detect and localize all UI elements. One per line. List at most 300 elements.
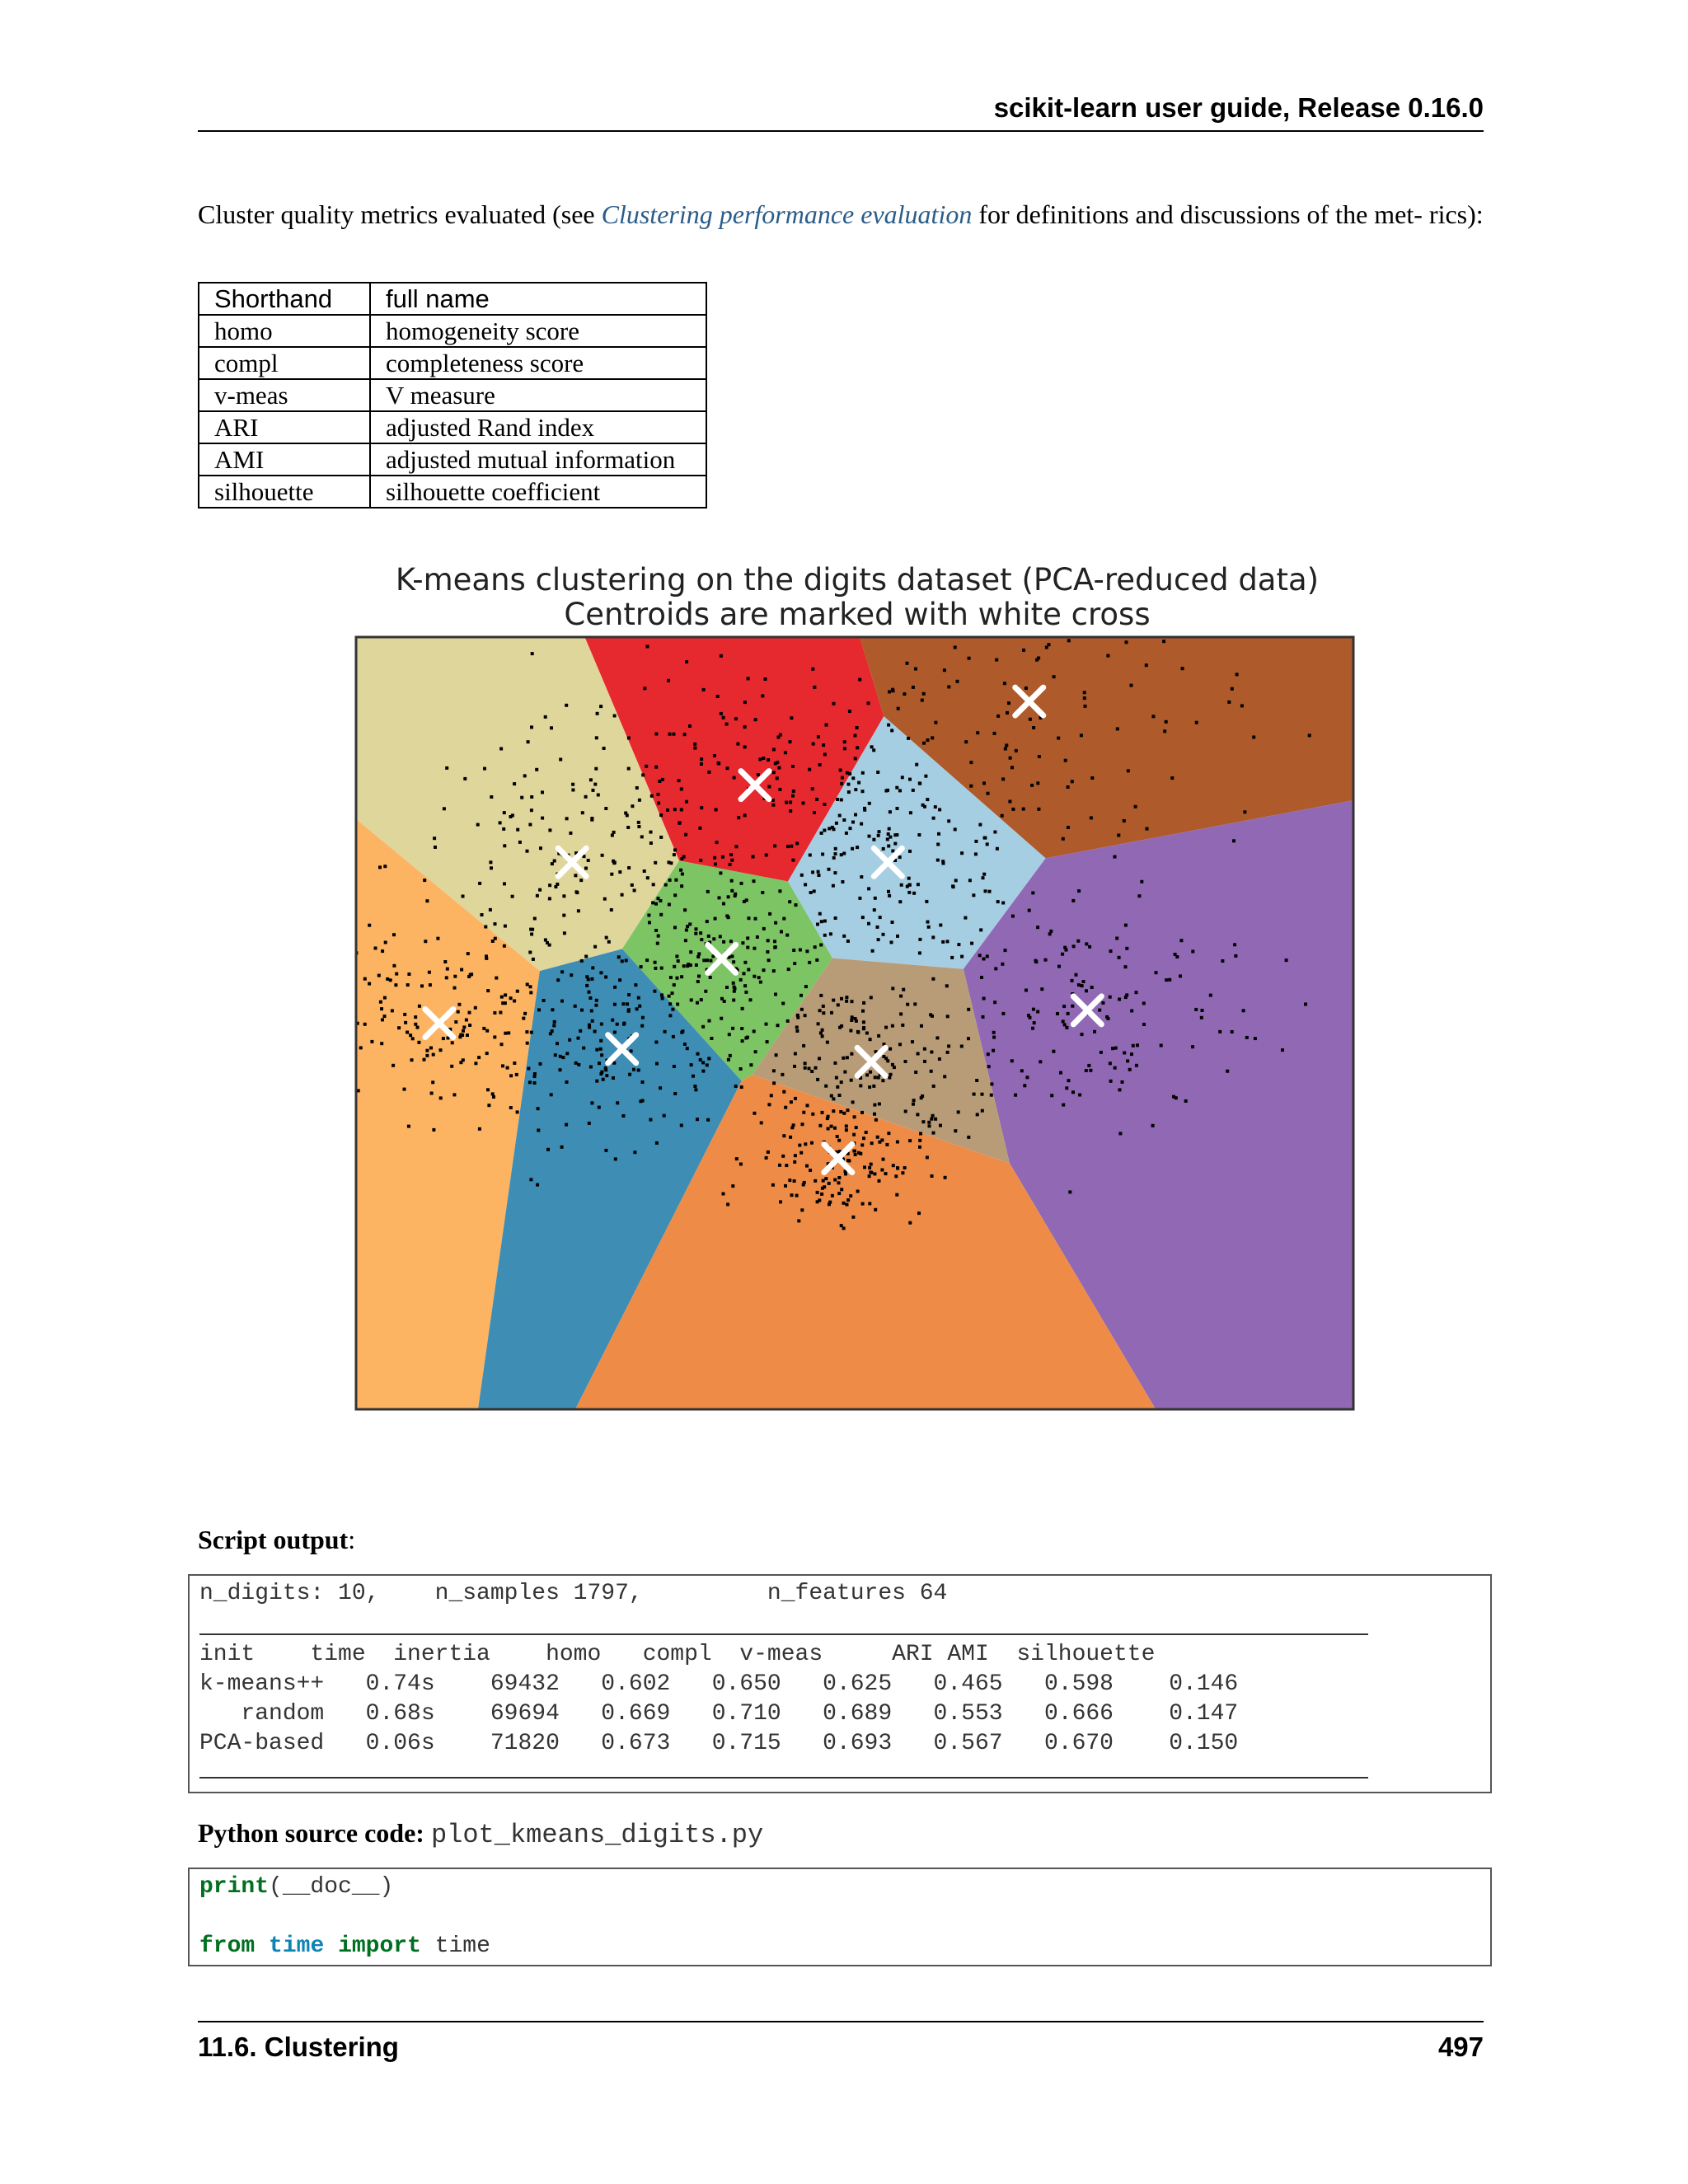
script-output-box bbox=[188, 1574, 1492, 1793]
output-summary-line: n_digits: 10, n_samples 1797, n_features 64 bbox=[199, 1581, 948, 1606]
data-point bbox=[732, 960, 735, 963]
data-point bbox=[627, 866, 631, 869]
data-point bbox=[924, 775, 927, 778]
data-point bbox=[1036, 926, 1039, 929]
data-point bbox=[793, 1065, 796, 1068]
data-point bbox=[671, 1008, 674, 1011]
data-point bbox=[851, 1216, 855, 1219]
data-point bbox=[722, 902, 725, 906]
data-point bbox=[489, 908, 492, 912]
data-point bbox=[654, 967, 657, 970]
data-point bbox=[944, 1176, 947, 1179]
data-point bbox=[1085, 989, 1088, 992]
data-point bbox=[423, 879, 426, 882]
data-point bbox=[708, 1019, 711, 1023]
data-point bbox=[565, 704, 568, 707]
data-point bbox=[1038, 755, 1041, 758]
data-point bbox=[912, 1099, 916, 1102]
data-point bbox=[934, 721, 937, 724]
data-point bbox=[872, 748, 875, 752]
data-point bbox=[773, 844, 776, 847]
data-point bbox=[856, 1190, 860, 1193]
data-point bbox=[753, 1029, 756, 1033]
data-point bbox=[663, 1114, 666, 1118]
data-point bbox=[632, 1068, 635, 1071]
metric-full-name: completeness score bbox=[370, 347, 706, 379]
data-point bbox=[1184, 1099, 1188, 1103]
data-point bbox=[1032, 1008, 1035, 1011]
data-point bbox=[660, 967, 663, 970]
data-point bbox=[747, 968, 750, 972]
data-point bbox=[638, 799, 641, 802]
data-point bbox=[386, 977, 389, 981]
data-point bbox=[383, 865, 387, 868]
data-point bbox=[654, 961, 657, 964]
data-point bbox=[926, 798, 929, 801]
data-point bbox=[947, 685, 950, 688]
data-point bbox=[706, 1118, 710, 1122]
data-point bbox=[938, 1057, 941, 1061]
data-point bbox=[406, 1031, 409, 1034]
data-point bbox=[719, 935, 722, 938]
data-point bbox=[906, 662, 909, 665]
data-point bbox=[679, 869, 682, 872]
data-point bbox=[818, 1057, 821, 1060]
data-point bbox=[837, 1176, 841, 1179]
data-point bbox=[931, 1114, 935, 1118]
data-point bbox=[590, 818, 593, 822]
data-point bbox=[837, 1181, 841, 1184]
data-point bbox=[846, 1108, 850, 1112]
data-point bbox=[1231, 1030, 1234, 1033]
data-point bbox=[1067, 826, 1070, 829]
data-point bbox=[894, 1174, 898, 1178]
data-point bbox=[729, 853, 733, 856]
data-point bbox=[627, 1008, 631, 1011]
data-point bbox=[504, 925, 507, 928]
data-point bbox=[392, 964, 396, 968]
data-point bbox=[487, 1104, 490, 1107]
data-point bbox=[861, 1010, 865, 1013]
data-point bbox=[972, 552, 975, 554]
data-point bbox=[788, 900, 791, 903]
data-point bbox=[1065, 1026, 1068, 1029]
data-point bbox=[814, 1179, 817, 1183]
data-point bbox=[854, 813, 857, 817]
data-point bbox=[530, 1031, 533, 1034]
data-point bbox=[1114, 1047, 1118, 1050]
data-point bbox=[778, 889, 781, 893]
data-point bbox=[626, 826, 630, 829]
data-point bbox=[945, 984, 949, 987]
data-point bbox=[983, 837, 987, 840]
data-point bbox=[1118, 998, 1121, 1001]
data-point bbox=[673, 1065, 676, 1068]
data-point bbox=[771, 804, 775, 807]
data-point bbox=[446, 968, 449, 971]
data-point bbox=[383, 1015, 387, 1018]
data-point bbox=[823, 752, 827, 756]
data-point bbox=[618, 978, 621, 982]
data-point bbox=[1063, 1023, 1067, 1026]
data-point bbox=[501, 1064, 504, 1067]
data-point bbox=[490, 795, 493, 799]
data-point bbox=[921, 699, 924, 702]
data-point bbox=[782, 1090, 785, 1094]
data-point bbox=[903, 692, 906, 696]
data-point bbox=[810, 1141, 814, 1145]
data-point bbox=[465, 1019, 468, 1022]
data-point bbox=[918, 938, 921, 941]
data-point bbox=[1065, 1086, 1068, 1090]
data-point bbox=[795, 1194, 799, 1197]
data-point bbox=[926, 1155, 929, 1159]
data-point bbox=[1031, 891, 1034, 894]
data-point bbox=[734, 845, 738, 848]
data-point bbox=[785, 801, 788, 804]
data-point bbox=[758, 757, 762, 761]
data-point bbox=[913, 1002, 917, 1005]
data-point bbox=[761, 694, 764, 697]
data-point bbox=[728, 1033, 731, 1036]
data-point bbox=[730, 859, 734, 862]
data-point bbox=[599, 705, 603, 708]
data-point bbox=[921, 1094, 924, 1098]
data-point bbox=[1168, 978, 1171, 982]
data-point bbox=[494, 937, 497, 940]
data-point bbox=[922, 692, 926, 696]
data-point bbox=[1022, 808, 1025, 811]
data-point bbox=[947, 819, 950, 823]
data-point bbox=[930, 1051, 933, 1054]
data-point bbox=[704, 990, 707, 993]
data-point bbox=[1028, 909, 1031, 912]
data-point bbox=[820, 920, 823, 923]
data-point bbox=[694, 932, 697, 935]
data-point bbox=[1117, 834, 1120, 837]
data-point bbox=[835, 822, 838, 825]
data-point bbox=[838, 1094, 842, 1097]
table-row bbox=[199, 411, 706, 443]
data-point bbox=[734, 893, 737, 896]
data-point bbox=[1067, 1079, 1071, 1082]
data-point bbox=[812, 743, 815, 746]
data-point bbox=[516, 1110, 519, 1113]
data-point bbox=[663, 1030, 667, 1033]
data-point bbox=[592, 789, 595, 792]
data-point bbox=[868, 1166, 871, 1169]
data-point bbox=[805, 949, 809, 953]
data-point bbox=[747, 677, 750, 680]
data-point bbox=[931, 977, 935, 981]
data-point bbox=[1209, 994, 1212, 997]
data-point bbox=[993, 1001, 996, 1004]
data-point bbox=[832, 702, 836, 705]
data-point bbox=[418, 1005, 421, 1008]
data-point bbox=[840, 782, 843, 785]
data-point bbox=[846, 940, 850, 943]
data-point bbox=[511, 813, 514, 817]
data-point bbox=[618, 870, 621, 874]
data-point bbox=[808, 768, 811, 771]
output-row-random: random 0.68s 69694 0.669 0.710 0.689 0.553 0.666 0.147 bbox=[199, 1701, 1239, 1727]
data-point bbox=[791, 794, 795, 798]
data-point bbox=[683, 733, 687, 736]
metric-shorthand: v-meas bbox=[199, 379, 370, 411]
data-point bbox=[908, 883, 912, 887]
data-point bbox=[926, 921, 930, 924]
data-point bbox=[888, 690, 891, 693]
data-point bbox=[669, 976, 673, 979]
data-point bbox=[858, 897, 861, 900]
data-point bbox=[565, 1052, 569, 1055]
data-point bbox=[587, 978, 590, 982]
data-point bbox=[696, 1118, 699, 1121]
data-point bbox=[673, 1092, 677, 1095]
data-point bbox=[740, 1085, 743, 1089]
data-point bbox=[698, 827, 701, 830]
data-point bbox=[414, 1015, 417, 1019]
data-point bbox=[612, 861, 616, 865]
code-line-2 bbox=[199, 1932, 490, 1961]
data-point bbox=[982, 781, 986, 785]
data-point bbox=[861, 1202, 865, 1206]
data-point bbox=[1175, 955, 1179, 958]
data-point bbox=[1030, 784, 1034, 787]
data-point bbox=[857, 781, 860, 785]
data-point bbox=[834, 852, 837, 855]
data-point bbox=[753, 1112, 756, 1115]
data-point bbox=[641, 1099, 645, 1103]
data-point bbox=[504, 1032, 507, 1035]
data-point bbox=[936, 859, 940, 862]
data-point bbox=[829, 932, 832, 935]
data-point bbox=[821, 853, 824, 856]
data-point bbox=[1004, 949, 1007, 952]
data-point bbox=[821, 1187, 824, 1190]
data-point bbox=[359, 1046, 363, 1049]
data-point bbox=[600, 1071, 603, 1074]
data-point bbox=[898, 900, 902, 903]
data-point bbox=[767, 785, 771, 789]
data-point bbox=[775, 1053, 778, 1057]
data-point bbox=[842, 1057, 845, 1060]
data-point bbox=[918, 1146, 921, 1149]
data-point bbox=[802, 1044, 805, 1047]
data-point bbox=[1009, 757, 1012, 760]
data-point bbox=[902, 988, 905, 991]
data-point bbox=[854, 1153, 857, 1156]
data-point bbox=[794, 1052, 797, 1056]
data-point bbox=[878, 830, 881, 833]
data-point bbox=[414, 1023, 417, 1026]
data-point bbox=[1022, 649, 1025, 652]
data-point bbox=[657, 935, 660, 938]
data-point bbox=[761, 891, 764, 894]
data-point bbox=[1090, 986, 1094, 989]
data-point bbox=[651, 901, 654, 904]
data-point bbox=[590, 1101, 593, 1104]
data-point bbox=[918, 1139, 921, 1142]
data-point bbox=[457, 1010, 460, 1014]
data-point bbox=[641, 1080, 645, 1084]
data-point bbox=[832, 1109, 835, 1113]
data-point bbox=[1231, 687, 1234, 691]
data-point bbox=[1063, 946, 1067, 949]
data-point bbox=[980, 976, 983, 979]
data-point bbox=[826, 1041, 829, 1044]
data-point bbox=[818, 1124, 822, 1127]
data-point bbox=[726, 766, 729, 770]
data-point bbox=[526, 850, 529, 853]
data-point bbox=[932, 1085, 935, 1088]
data-point bbox=[801, 1122, 804, 1126]
data-point bbox=[909, 811, 912, 814]
data-point bbox=[509, 1106, 513, 1109]
data-point bbox=[888, 827, 891, 831]
data-point bbox=[918, 781, 921, 785]
data-point bbox=[849, 827, 852, 830]
data-point bbox=[778, 1164, 781, 1167]
metric-full-name: adjusted mutual information bbox=[370, 443, 706, 476]
data-point bbox=[720, 1017, 723, 1020]
data-point bbox=[1116, 727, 1119, 730]
data-point bbox=[821, 1034, 824, 1038]
data-point bbox=[1287, 629, 1291, 632]
data-point bbox=[837, 1139, 841, 1142]
data-point bbox=[932, 1132, 935, 1135]
data-point bbox=[954, 646, 957, 649]
data-point bbox=[637, 825, 640, 828]
data-point bbox=[485, 957, 488, 960]
data-point bbox=[588, 1122, 591, 1125]
data-point bbox=[680, 787, 683, 790]
data-point bbox=[1106, 654, 1109, 658]
data-point bbox=[839, 1110, 842, 1113]
data-point bbox=[673, 965, 676, 968]
data-point bbox=[377, 974, 381, 977]
data-point bbox=[889, 1047, 892, 1051]
data-point bbox=[888, 894, 891, 898]
data-point bbox=[460, 968, 463, 972]
data-point bbox=[797, 1219, 800, 1222]
data-point bbox=[781, 1155, 785, 1158]
data-point bbox=[813, 811, 816, 814]
data-point bbox=[627, 993, 631, 996]
data-point bbox=[941, 860, 945, 863]
data-point bbox=[537, 1129, 540, 1132]
data-point bbox=[530, 933, 533, 936]
data-point bbox=[766, 1040, 769, 1043]
data-point bbox=[800, 1008, 804, 1011]
data-point bbox=[1245, 1036, 1249, 1039]
clustering-evaluation-link[interactable]: Clustering performance evaluation bbox=[601, 199, 973, 229]
data-point bbox=[762, 757, 765, 760]
data-point bbox=[613, 715, 617, 718]
page-number: 497 bbox=[1437, 2032, 1484, 2062]
data-point bbox=[351, 1015, 354, 1018]
data-point bbox=[671, 991, 674, 995]
data-point bbox=[522, 1017, 525, 1020]
data-point bbox=[673, 893, 677, 897]
source-filename[interactable]: plot_kmeans_digits.py bbox=[430, 1820, 764, 1850]
data-point bbox=[509, 996, 513, 1000]
data-point bbox=[862, 1137, 865, 1140]
data-point bbox=[822, 1179, 825, 1183]
data-point bbox=[457, 1003, 461, 1006]
data-point bbox=[504, 1001, 507, 1005]
data-point bbox=[713, 754, 716, 757]
data-point bbox=[542, 999, 546, 1002]
source-code-label: Python source code: plot_kmeans_digits.py bbox=[198, 1818, 764, 1850]
data-point bbox=[462, 1029, 465, 1033]
data-point bbox=[680, 975, 683, 978]
data-point bbox=[478, 1127, 481, 1131]
data-point bbox=[842, 852, 846, 855]
data-point bbox=[930, 1118, 933, 1121]
data-point bbox=[1084, 705, 1087, 708]
data-point bbox=[891, 921, 894, 924]
data-point bbox=[560, 970, 564, 973]
data-point bbox=[520, 796, 523, 799]
data-point bbox=[568, 1038, 571, 1042]
data-point bbox=[538, 888, 542, 892]
data-point bbox=[450, 1065, 453, 1068]
data-point bbox=[729, 863, 732, 866]
code-text: time bbox=[420, 1933, 490, 1959]
data-point bbox=[577, 909, 580, 912]
data-point bbox=[432, 1053, 435, 1057]
data-point bbox=[740, 1027, 743, 1030]
data-point bbox=[861, 790, 865, 793]
data-point bbox=[877, 834, 880, 837]
data-point bbox=[722, 716, 725, 719]
data-point bbox=[1201, 1009, 1204, 1012]
data-point bbox=[873, 1104, 876, 1107]
data-point bbox=[804, 1014, 807, 1017]
data-point bbox=[1081, 1033, 1084, 1036]
data-point bbox=[765, 1156, 768, 1160]
data-point bbox=[694, 1088, 697, 1091]
data-point bbox=[848, 772, 851, 776]
data-point bbox=[700, 757, 703, 761]
data-point bbox=[1067, 639, 1071, 642]
data-point bbox=[1236, 612, 1239, 615]
data-point bbox=[757, 976, 761, 979]
data-point bbox=[1179, 974, 1182, 977]
data-point bbox=[1056, 1012, 1059, 1015]
data-point bbox=[720, 712, 723, 715]
data-point bbox=[1252, 736, 1255, 739]
data-point bbox=[696, 1052, 700, 1056]
data-point bbox=[732, 982, 735, 985]
data-point bbox=[793, 1179, 796, 1183]
data-point bbox=[533, 917, 537, 921]
data-point bbox=[654, 733, 658, 736]
data-point bbox=[1011, 808, 1015, 811]
data-point bbox=[690, 998, 693, 1001]
data-point bbox=[1128, 1068, 1132, 1071]
data-point bbox=[969, 785, 973, 788]
data-point bbox=[1232, 839, 1236, 842]
data-point bbox=[1118, 1088, 1122, 1091]
data-point bbox=[870, 996, 873, 999]
data-point bbox=[1034, 959, 1038, 963]
data-point bbox=[1304, 1003, 1307, 1006]
data-point bbox=[874, 897, 877, 900]
data-point bbox=[655, 1062, 659, 1066]
data-point bbox=[743, 701, 747, 704]
